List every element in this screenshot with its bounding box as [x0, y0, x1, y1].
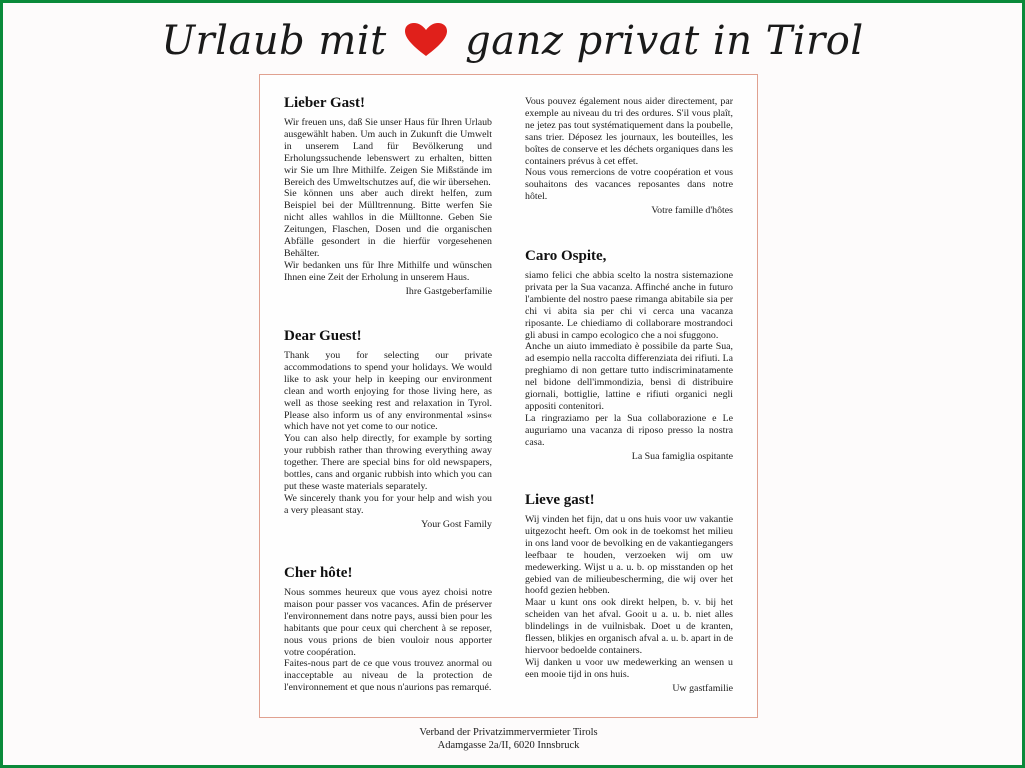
heading-english: Dear Guest! — [284, 328, 362, 344]
heading-dutch: Lieve gast! — [525, 492, 595, 508]
paragraph: Wir freuen uns, daß Sie unser Haus für Ihren Urlaub ausgewählt haben. Um auch in Zukunft die Umwelt in unserem Land für Bevölkerung und Erholungssuchende lebenswert zu erhalten, bitten wir Sie um Ihre Mithilfe. Zeigen Sie Mißstände im Bereich des Umweltschutzes auf, die wir übersehen. — [284, 117, 492, 188]
paragraph: Nous vous remercions de votre coopération et vous souhaitons des vacances reposantes dans notre hôtel. — [525, 167, 733, 203]
signature: Ihre Gastgeberfamilie — [405, 285, 492, 297]
signature: Your Gost Family — [421, 518, 492, 530]
paragraph: Maar u kunt ons ook direkt helpen, b. v. bij het scheiden van het afval. Gooit u a. u. b. niet alles blindelings in de vuilnisbak. Doet u de kranten, flessen, blikjes en organisch afval a. u. b. apart in de hiervoor bedoelde containers. — [525, 597, 733, 656]
paragraph: Vous pouvez également nous aider directement, par exemple au niveau du tri des ordures. S'il vous plaît, ne jetez pas tout systématiquement dans la poubelle, sans trier. Déposez les journaux, les bouteilles, les boîtes de conserve et les déchets organiques dans les containers prévus à cet effet. — [525, 96, 733, 167]
section-french — [284, 565, 492, 694]
heart-icon — [404, 22, 448, 68]
heading-french: Cher hôte! — [284, 565, 353, 581]
paragraph: Wij vinden het fijn, dat u ons huis voor uw vakantie uitgezocht heeft. Om ook in de toekomst het milieu in ons land voor de bevolking en de vakantiegangers leefbaar te houden, verzoeken wij om uw medewerking. Wijst u a. u. b. op misstanden op het gebied van de milieubescherming, die wij over het hoofd gezien hebben. — [525, 514, 733, 597]
page-title — [0, 18, 1025, 68]
section-french-continued — [525, 96, 733, 217]
footer — [259, 726, 758, 752]
heading-german: Lieber Gast! — [284, 95, 365, 111]
paragraph: La ringraziamo per la Sua collaborazione e Le auguriamo una vacanza di riposo presso la nostra casa. — [525, 412, 733, 448]
paragraph: Faites-nous part de ce que vous trouvez anormal ou inacceptable au niveau de la protection de l'environnement et que nous n'aurions pas remarqué. — [284, 658, 492, 694]
paragraph: You can also help directly, for example by sorting your rubbish rather than throwing everything away together. There are special bins for old newspapers, bottles, cans and organic rubbish into which you can put these waste materials separately. — [284, 433, 492, 492]
heading-italian: Caro Ospite, — [525, 248, 607, 264]
section-italian — [525, 248, 733, 463]
title-right: ganz privat in Tirol — [465, 18, 864, 64]
section-dutch — [525, 492, 733, 695]
paragraph: Wij danken u voor uw medewerking an wensen u een mooie tijd in ons huis. — [525, 656, 733, 680]
footer-line-2: Adamgasse 2a/II, 6020 Innsbruck — [437, 740, 580, 751]
signature: Votre famille d'hôtes — [651, 205, 733, 217]
heart-shape — [405, 23, 447, 56]
paragraph: Anche un aiuto immediato è possibile da parte Sua, ad esempio nella raccolta differenziata dei rifiuti. La preghiamo di non gettare tutto indiscriminatamente nel bidone dell'immondizia, bensì di distribuire giornali, bottiglie, lattine e rifiuti organici negli appositi contenitori. — [525, 341, 733, 412]
paragraph: Wir bedanken uns für Ihre Mithilfe und wünschen Ihnen eine Zeit der Erholung in unserem Haus. — [284, 259, 492, 283]
paragraph: We sincerely thank you for your help and wish you a very pleasant stay. — [284, 492, 492, 516]
section-english — [284, 328, 492, 531]
title-left: Urlaub mit — [161, 18, 387, 64]
paragraph: siamo felici che abbia scelto la nostra sistemazione privata per la Sua vacanza. Affinché anche in futuro l'ambiente del nostro paese rimanga abitabile sia per chi vi abita sia per chi vi cerca una vacanza riposante. Le chiediamo di collaborare mostrandoci gli abusi in campo ecologico che a noi sfuggono. — [525, 270, 733, 341]
signature: La Sua famiglia ospitante — [631, 450, 733, 462]
signature: Uw gastfamilie — [672, 682, 733, 694]
paragraph: Nous sommes heureux que vous ayez choisi notre maison pour passer vos vacances. Afin de préserver l'environnement dans notre pays, aussi bien pour les habitants que pour ceux qui cherchent à se reposer, nous vous prions de bien vouloir nous apporter votre coopération. — [284, 587, 492, 658]
letter-card — [259, 74, 758, 718]
section-german — [284, 95, 492, 298]
footer-line-1: Verband der Privatzimmervermieter Tirols — [419, 727, 598, 738]
paragraph: Sie können uns aber auch direkt helfen, zum Beispiel bei der Mülltrennung. Bitte werfen Sie nicht alles wahllos in die Mülltonne. Geben Sie Zeitungen, Flaschen, Dosen und die organischen Abfälle gesondert in die hierfür vorgesehenen Behälter. — [284, 188, 492, 259]
paragraph: Thank you for selecting our private accommodations to spend your holidays. We would like to ask your help in keeping our environment clean and worth enjoying for those living here, as well as those seeking rest and relaxation in Tyrol. Please also inform us of any environmental »sins« which have not yet come to our notice. — [284, 350, 492, 433]
